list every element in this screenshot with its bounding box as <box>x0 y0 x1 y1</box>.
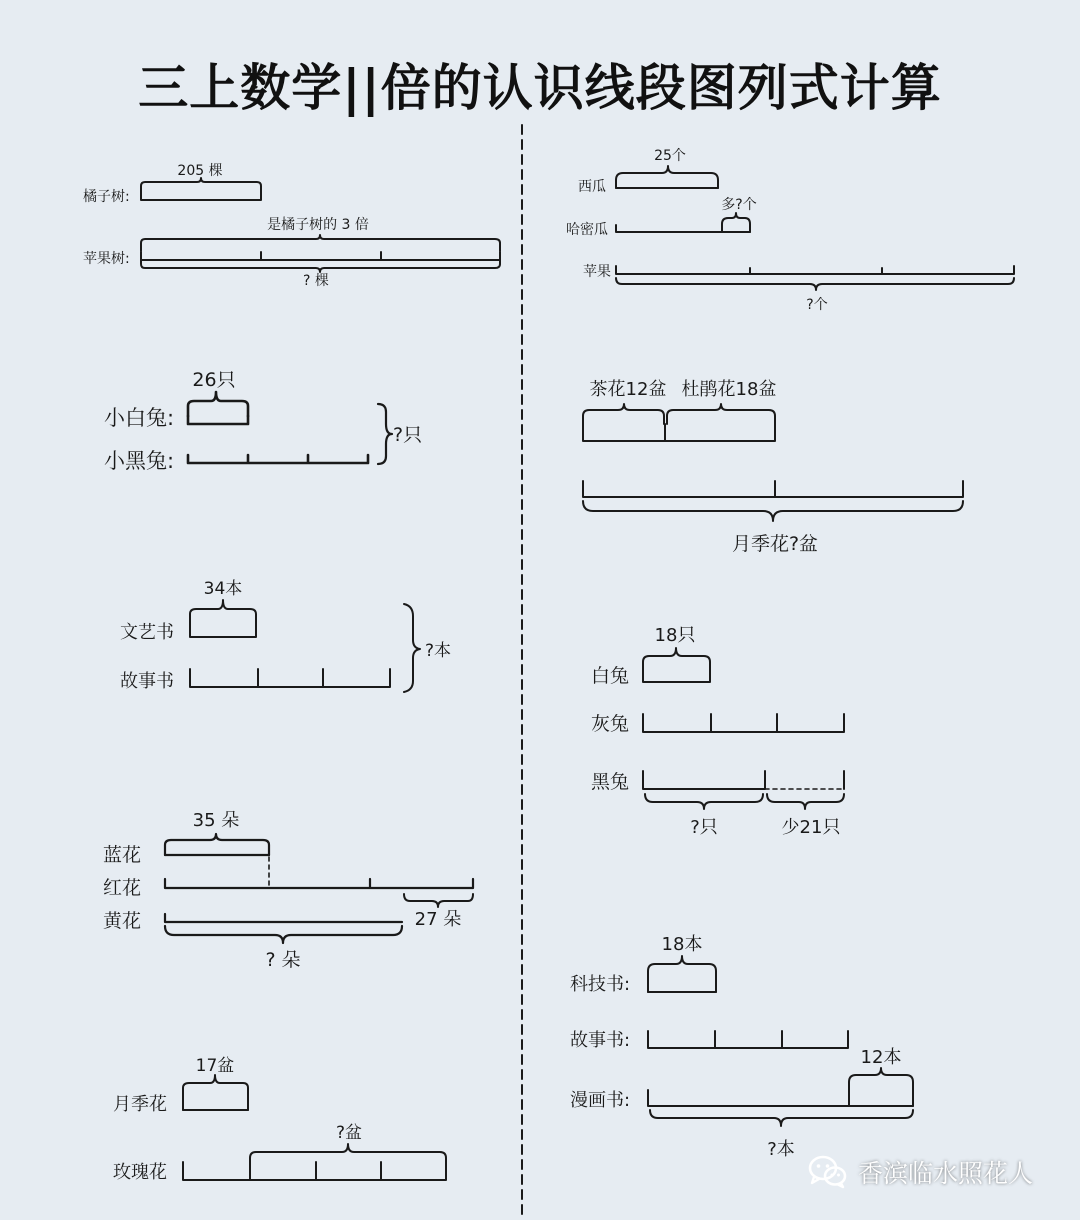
value-orange-tree: 205 棵 <box>177 163 223 179</box>
label-apple-tree: 苹果树: <box>83 251 130 267</box>
note-times: 是橘子树的 3 倍 <box>267 217 369 233</box>
label-hami: 哈密瓜 <box>566 222 608 238</box>
problem-melons <box>566 148 1014 313</box>
brace-books-total <box>404 604 420 692</box>
segment-orange <box>141 190 261 200</box>
problem-flowers <box>103 810 473 971</box>
question-apple-tree: ? 棵 <box>303 273 329 289</box>
brace-rabbits-total <box>378 404 392 464</box>
problem-rabbits <box>104 369 422 473</box>
value-watermelon: 25个 <box>654 148 686 164</box>
segment-camellia-azalea <box>583 424 775 441</box>
value-diff: 27 朵 <box>414 909 462 930</box>
value-white-rabbit: 26只 <box>192 369 236 391</box>
problem-rabbits-right <box>591 625 844 838</box>
label-sci-books: 科技书: <box>570 974 631 995</box>
label-orange-tree: 橘子树: <box>83 189 130 205</box>
brace-white-rabbit <box>188 392 248 416</box>
segment-story-books-right <box>648 1031 848 1048</box>
brace-blue-flowers <box>165 834 269 855</box>
brace-rose-part <box>250 1144 446 1178</box>
brace-apple-fruit <box>616 278 1014 290</box>
brace-month-flowers <box>583 501 963 521</box>
segment-rose <box>183 1162 446 1180</box>
value-sci-books: 18本 <box>661 934 703 955</box>
problem-pots <box>113 1056 446 1183</box>
value-month-rose: 17盆 <box>195 1056 235 1076</box>
problem-book-types <box>570 934 913 1160</box>
brace-comic-extra <box>849 1068 913 1106</box>
brace-comic-total <box>650 1110 913 1126</box>
label-art-books: 文艺书 <box>120 622 174 643</box>
segment-month-rose <box>183 1102 248 1110</box>
brace-more <box>722 213 750 232</box>
wechat-icon <box>808 1155 848 1189</box>
question-apple-fruit: ?个 <box>806 297 828 313</box>
segment-white-rabbit <box>188 416 248 424</box>
brace-azalea <box>667 404 775 424</box>
watermark-text: 香滨临水照花人 <box>858 1159 1034 1188</box>
brace-apple-top <box>141 235 500 251</box>
question-books: ?本 <box>425 641 452 661</box>
label-watermelon: 西瓜 <box>578 179 606 195</box>
label-red-flowers: 红花 <box>103 877 142 899</box>
label-story-books-right: 故事书: <box>570 1030 631 1051</box>
label-black-rabbit: 小黑兔: <box>104 449 175 473</box>
question-black-rabbit: ?只 <box>690 817 718 838</box>
segment-gray-rabbit <box>643 714 844 732</box>
brace-black-part <box>645 794 763 809</box>
brace-diff <box>404 894 473 907</box>
segment-art-books <box>190 628 256 637</box>
segment-sci-books <box>648 976 716 992</box>
brace-watermelon <box>616 166 718 188</box>
brace-month-rose <box>183 1075 248 1110</box>
question-flowers: ? 朵 <box>265 949 301 971</box>
segment-hami <box>616 225 750 232</box>
brace-art-books <box>190 600 256 628</box>
value-white-rabbit-right: 18只 <box>654 625 696 646</box>
label-apple: 苹果 <box>583 264 611 280</box>
segment-story-books <box>190 669 390 687</box>
brace-yellow-total <box>165 926 402 943</box>
question-rabbits: ?只 <box>393 424 423 446</box>
label-yellow-flowers: 黄花 <box>103 910 142 932</box>
label-month-rose: 月季花 <box>113 1094 167 1115</box>
label-white-rabbit-right: 白兔 <box>591 665 630 687</box>
value-camellia: 茶花12盆 <box>589 379 667 400</box>
problem-potted-flowers <box>583 379 963 555</box>
label-rose: 玫瑰花 <box>113 1162 167 1183</box>
question-comic-books: ?本 <box>767 1139 795 1160</box>
label-blue-flowers: 蓝花 <box>103 844 142 866</box>
question-pots: ?盆 <box>335 1123 363 1143</box>
segment-apple-fruit <box>616 266 1014 274</box>
segment-black-rabbit <box>188 455 368 463</box>
segment-black-rabbit-right <box>643 771 844 789</box>
value-blue-flowers: 35 朵 <box>192 810 240 831</box>
brace-white-rabbit-right <box>643 648 710 675</box>
brace-camellia <box>583 404 664 424</box>
problem-books <box>120 579 451 692</box>
brace-less <box>767 794 844 809</box>
value-azalea: 杜鹃花18盆 <box>681 379 777 400</box>
brace-apple-bottom <box>141 260 500 272</box>
brace-orange-top <box>141 178 261 194</box>
value-art-books: 34本 <box>203 579 243 599</box>
problem-orange-apple <box>83 162 500 289</box>
brace-sci-books <box>648 956 716 992</box>
segment-comic-books <box>648 1090 913 1106</box>
value-comic-extra: 12本 <box>860 1047 902 1068</box>
label-comic-books: 漫画书: <box>570 1090 631 1111</box>
segment-apple <box>141 252 500 260</box>
watermark <box>808 1152 1033 1192</box>
page-title: 三上数学||倍的认识线段图列式计算 <box>138 59 942 117</box>
note-less: 少21只 <box>781 817 841 838</box>
segment-month-flowers <box>583 481 963 497</box>
label-white-rabbit: 小白兔: <box>104 406 175 430</box>
segment-red-flowers <box>165 879 473 888</box>
segment-yellow-flowers <box>165 914 402 922</box>
label-story-books: 故事书 <box>120 671 174 692</box>
note-more: 多?个 <box>721 197 757 213</box>
question-month-flowers: 月季花?盆 <box>731 533 819 555</box>
label-black-rabbit-right: 黑兔 <box>591 771 630 793</box>
segment-white-rabbit-right <box>643 675 710 682</box>
label-gray-rabbit: 灰兔 <box>591 713 630 735</box>
